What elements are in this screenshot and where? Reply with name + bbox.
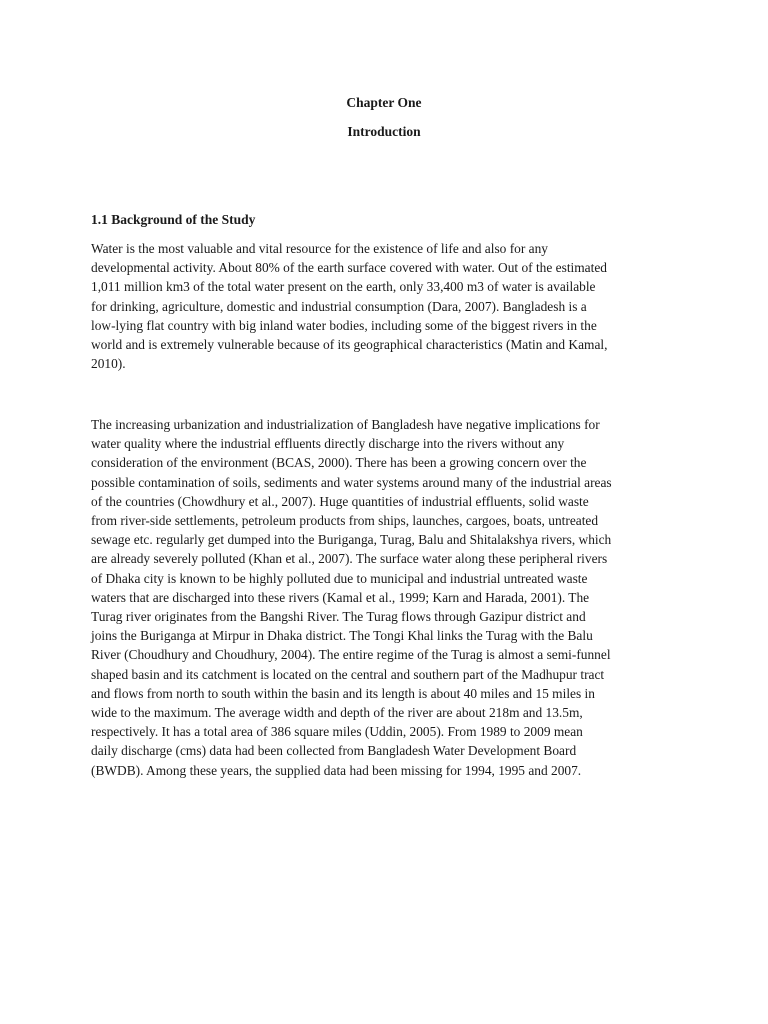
paragraph-background-2 bbox=[91, 415, 681, 780]
paragraph-line: daily discharge (cms) data had been collected from Bangladesh Water Development Board bbox=[91, 743, 577, 759]
paragraph-line: sewage etc. regularly get dumped into the Buriganga, Turag, Balu and Shitalakshya rivers, which bbox=[91, 532, 612, 548]
paragraph-line: wide to the maximum. The average width and depth of the river are about 218m and 13.5m, bbox=[91, 705, 583, 721]
paragraph-line: are already severely polluted (Khan et al., 2007). The surface water along these peripheral rivers bbox=[91, 551, 608, 567]
paragraph-line: River (Choudhury and Choudhury, 2004). The entire regime of the Turag is almost a semi-funnel bbox=[91, 647, 611, 663]
paragraph-line: developmental activity. About 80% of the earth surface covered with water. Out of the estimated bbox=[91, 260, 607, 276]
paragraph-line: consideration of the environment (BCAS, 2000). There has been a growing concern over the bbox=[91, 455, 587, 471]
paragraph-line: Turag river originates from the Bangshi River. The Turag flows through Gazipur district and bbox=[91, 609, 586, 625]
paragraph-line: and flows from north to south within the basin and its length is about 40 miles and 15 miles in bbox=[91, 685, 595, 701]
paragraph-background-1 bbox=[91, 239, 681, 373]
paragraph-line: of the countries (Chowdhury et al., 2007). Huge quantities of industrial effluents, solid waste bbox=[91, 493, 589, 509]
paragraph-line: Water is the most valuable and vital resource for the existence of life and also for any bbox=[91, 241, 549, 256]
paragraph-line: waters that are discharged into these rivers (Kamal et al., 1999; Karn and Harada, 2001). The bbox=[91, 589, 590, 605]
paragraph-line: water quality where the industrial effluents directly discharge into the rivers without any bbox=[91, 436, 565, 452]
paragraph-line: (BWDB). Among these years, the supplied data had been missing for 1994, 1995 and 2007. bbox=[91, 762, 582, 778]
paragraph-line: possible contamination of soils, sediments and water systems around many of the industrial areas bbox=[91, 474, 612, 490]
paragraph-line: from river-side settlements, petroleum products from ships, launches, cargoes, boats, untreated bbox=[91, 513, 599, 529]
paragraph-line: 1,011 million km3 of the total water present on the earth, only 33,400 m3 of water is available bbox=[91, 279, 596, 295]
paragraph-line: 2010). bbox=[91, 356, 126, 372]
section-heading: 1.1 Background of the Study bbox=[91, 212, 256, 227]
paragraph-line: respectively. It has a total area of 386 square miles (Uddin, 2005). From 1989 to 2009 mean bbox=[91, 724, 583, 740]
paragraph-line: world and is extremely vulnerable because of its geographical characteristics (Matin and Kamal, bbox=[91, 337, 608, 353]
paragraph-line: low-lying flat country with big inland water bodies, including some of the biggest rivers in the bbox=[91, 317, 597, 333]
paragraph-line: The increasing urbanization and industrialization of Bangladesh have negative implications for bbox=[91, 417, 600, 432]
chapter-title: Introduction bbox=[347, 124, 421, 139]
paragraph-line: of Dhaka city is known to be highly polluted due to municipal and industrial untreated waste bbox=[91, 570, 588, 586]
paragraph-line: shaped basin and its catchment is located on the central and southern part of the Madhupur tract bbox=[91, 666, 605, 682]
chapter-label: Chapter One bbox=[346, 95, 422, 110]
paragraph-line: for drinking, agriculture, domestic and industrial consumption (Dara, 2007). Bangladesh is a bbox=[91, 298, 587, 314]
paragraph-line: joins the Buriganga at Mirpur in Dhaka district. The Tongi Khal links the Turag with the Balu bbox=[91, 628, 593, 644]
